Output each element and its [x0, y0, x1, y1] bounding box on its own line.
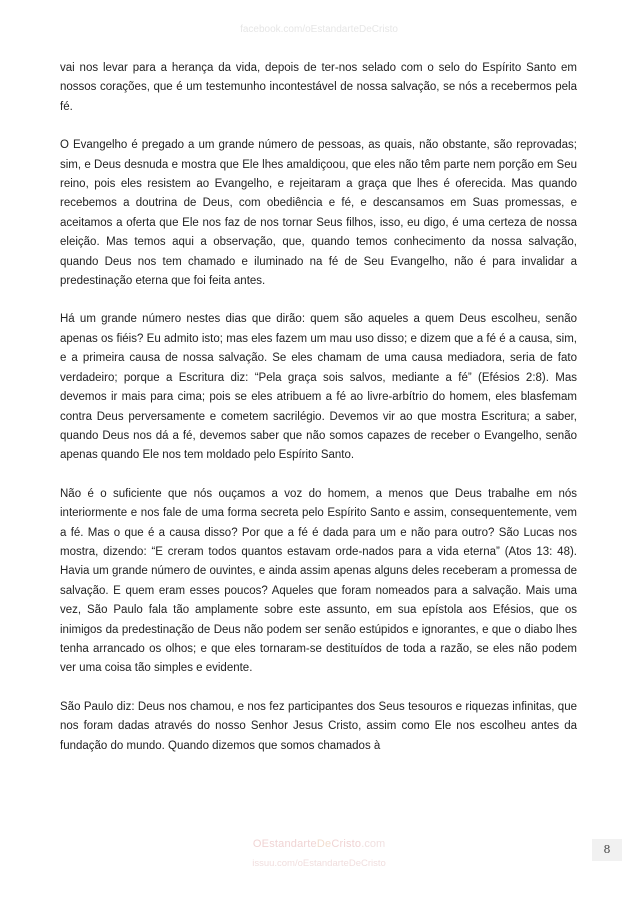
footer-brand-name — [253, 838, 361, 850]
footer-brand — [0, 838, 638, 850]
footer-url: issuu.com/oEstandarteDeCristo — [252, 858, 386, 869]
brand-cristo: Cristo — [331, 838, 362, 850]
paragraph-5: São Paulo diz: Deus nos chamou, e nos fez participantes dos Seus tesouros e riquezas infinitas, que nos foram dadas através do nosso Senhor Jesus Cristo, assim como Ele nos escolheu antes da fundação do mundo. Quando dizemos que somos chamados à — [60, 700, 577, 752]
paragraph-4: Não é o suficiente que nós ouçamos a voz do homem, a menos que Deus trabalhe em nós interiormente e nos fale de uma forma secreta pelo Espírito Santo e assim, consequentemente, vem a fé. Mas o que é a causa disso? Por que a fé é dada para um e não para outro? São Lucas nos mostra, dizendo: “E creram todos quantos estavam orde-nados para a vida eterna” (Atos 13: 48). Havia um grande número de ouvintes, e ainda assim apenas alguns deles receberam a promessa de salvação. E quem eram esses poucos? Aqueles que foram nomeados para a salvação. Mais uma vez, São Paulo fala tão amplamente sobre este assunto, em sua epístola aos Efésios, que os inimigos da predestinação de Deus não podem ser senão estúpidos e ignorantes, e que o diabo lhes tenha arrancado os olhos; e que eles tornaram-se destituídos de toda a razão, se eles não podem ver uma coisa tão simples e evidente. — [60, 487, 577, 675]
header-watermark: facebook.com/oEstandarteDeCristo — [240, 24, 398, 35]
page-number: 8 — [592, 839, 622, 861]
document-body — [60, 59, 577, 775]
brand-estandarte: Estandarte — [261, 838, 317, 850]
paragraph-3: Há um grande número nestes dias que dirão: quem são aqueles a quem Deus escolheu, senão apenas os fiéis? Eu admito isto; mas eles fazem um mau uso disso; e dizem que a fé é a causa, sim, e a primeira causa de nossa salvação. Se eles chamam de uma causa mediadora, seria de fato verdadeiro; porque a Escritura diz: “Pela graça sois salvos, mediante a fé” (Efésios 2:8). Mas devemos ir mais para cima; pois se eles atribuem a fé ao livre-arbítrio do homem, eles blasfemam contra Deus perversamente e cometem sacrilégio. Devemos vir ao que mostra Escritura; a saber, quando Deus nos dá a fé, devemos saber que não somos capazes de receber o Evangelho, senão apenas quando Ele nos tem moldado pelo Espírito Santo. — [60, 313, 577, 462]
paragraph-2: O Evangelho é pregado a um grande número de pessoas, as quais, não obstante, são reprovadas; sim, e Deus desnuda e mostra que Ele lhes amaldiçoou, que eles não têm parte nem porção em Seu reino, pois eles resistem ao Evangelho, e rejeitaram a graça que lhes é oferecida. Mas quando recebemos a doutrina de Deus, com obediência e fé, e descansamos em Suas promessas, e aceitamos a oferta que Ele nos faz de nos tornar Seus filhos, isso, eu digo, é uma certeza de nossa eleição. Mas temos aqui a observação, que, quando temos conhecimento da nossa salvação, quando Deus nos tem chamado e iluminado na fé de Seu Evangelho, não é para invalidar a predestinação eterna que foi feita antes. — [60, 139, 577, 288]
brand-o: O — [252, 838, 262, 850]
brand-de: De — [316, 838, 332, 850]
paragraph-1: vai nos levar para a herança da vida, depois de ter-nos selado com o selo do Espírito Santo em nossos corações, que é um testemunho incontestável de nossa salvação, se nós a recebermos pela fé. — [60, 62, 577, 113]
brand-domain: .com — [361, 838, 386, 850]
